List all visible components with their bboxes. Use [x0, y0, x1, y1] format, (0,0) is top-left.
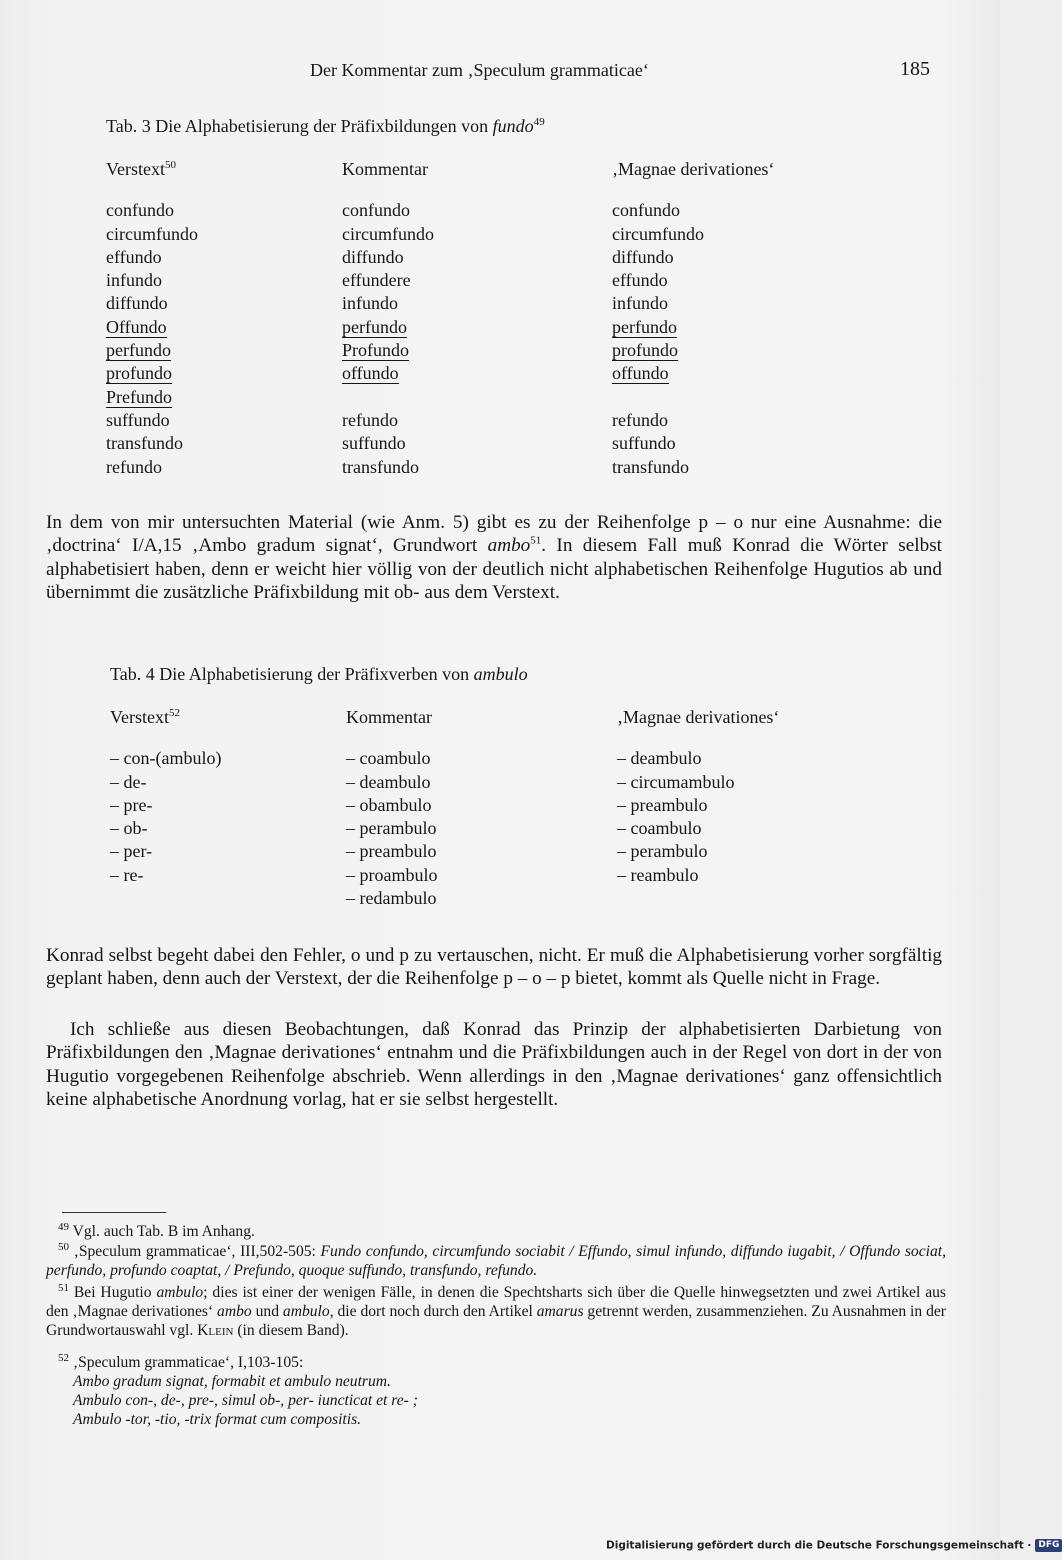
table-cell: – preambulo — [617, 794, 708, 815]
table3-column — [342, 158, 434, 479]
table-cell: perfundo — [612, 316, 677, 337]
table-cell: diffundo — [612, 246, 674, 267]
table-cell: profundo — [612, 340, 678, 361]
table-cell: confundo — [106, 200, 174, 221]
verse-line: Ambo gradum signat, formabit et ambulo neutrum. — [73, 1373, 391, 1390]
table-cell: transfundo — [342, 456, 419, 477]
table-cell: – deambulo — [346, 771, 431, 792]
footnote-51: $^{51}$ Bei Hugutio ambulo; dies ist einer der wenigen Fälle, in denen die Spechtsharts sich über die Quelle hinwegsetzten und zwei Artikel aus den ‚Magnae derivationes‘ ambo und ambulo, die dort noch durch den Artikel amarus getrennt werden, zusammenziehen. Zu Ausnahmen in der Grundwortauswahl vgl. Klein (in diesem Band). — [46, 1281, 947, 1339]
table-cell: – coambulo — [617, 818, 702, 839]
table-cell: – circumambulo — [617, 771, 735, 792]
table-cell: – obambulo — [346, 794, 432, 815]
table4-column — [110, 706, 221, 887]
table-cell: effundo — [612, 270, 668, 291]
table-cell: – deambulo — [617, 748, 702, 769]
table-cell: circumfundo — [342, 223, 434, 244]
table-cell: – de- — [110, 771, 147, 792]
table-cell: perfundo — [106, 340, 171, 361]
table-cell: – proambulo — [346, 864, 438, 885]
table-cell: confundo — [612, 200, 680, 221]
table4-column — [617, 706, 779, 887]
digitization-credit: Digitalisierung gefördert durch die Deutsche Forschungsgemeinschaft · DFG — [606, 1539, 1062, 1552]
table-cell: Prefundo — [106, 386, 172, 407]
table-cell: diffundo — [106, 293, 168, 314]
table-cell: – preambulo — [346, 841, 437, 862]
table-cell: offundo — [612, 363, 669, 384]
table-cell: – re- — [110, 864, 144, 885]
table-cell: effundere — [342, 270, 411, 291]
table-cell: – con-(ambulo) — [110, 748, 222, 769]
table-cell: infundo — [342, 293, 398, 314]
column-header: Verstext$^{50}$ — [106, 159, 176, 179]
table-cell: suffundo — [342, 433, 406, 454]
table3-column — [106, 158, 198, 479]
table-cell: infundo — [612, 293, 668, 314]
table-cell: – per- — [110, 841, 153, 862]
table-cell: – redambulo — [346, 888, 437, 909]
table-cell: refundo — [106, 456, 162, 477]
table-cell: – perambulo — [617, 841, 708, 862]
table4-column — [346, 706, 438, 910]
column-header: Kommentar — [342, 159, 428, 179]
verse-line: Ambulo -tor, -tio, -trix format cum compositis. — [73, 1411, 362, 1428]
table-cell: – pre- — [110, 794, 153, 815]
column-header: Verstext$^{52}$ — [110, 707, 180, 727]
table-cell: diffundo — [342, 246, 404, 267]
table-cell: suffundo — [612, 433, 676, 454]
table-cell: transfundo — [106, 433, 183, 454]
table-cell: effundo — [106, 246, 162, 267]
table4-caption: Tab. 4 Die Alphabetisierung der Präfixverben von ambulo — [110, 664, 528, 684]
table-cell: offundo — [342, 363, 399, 384]
footnote-50: $^{50}$ ‚Speculum grammaticae‘, III,502-505: Fundo confundo, circumfundo sociabit / Effundo, simul infundo, diffundo iugabit, / Offundo sociat, perfundo, profundo coaptat, / Prefundo, quoque suffundo, transfundo, refundo. — [46, 1240, 946, 1279]
verse-line: Ambulo con-, de-, pre-, simul ob-, per- iuncticat et re- ; — [73, 1392, 418, 1409]
footnote-49: $^{49}$ Vgl. auch Tab. B im Anhang. — [58, 1220, 255, 1240]
table3-column — [612, 158, 774, 479]
table-cell: infundo — [106, 270, 162, 291]
table-cell: – coambulo — [346, 748, 431, 769]
table-cell: – reambulo — [617, 864, 699, 885]
paragraph-3: Ich schließe aus diesen Beobachtungen, daß Konrad das Prinzip der alphabetisierten Darbietung von Präfixbildungen den ‚Magnae derivationes‘ entnahm und die Präfixbildungen auch in der Regel von dort in der von Hugutio vorgegebenen Reihenfolge abschrieb. Wenn allerdings in den ‚Magnae derivationes‘ ganz offensichtlich keine alphabetische Anordnung vorlag, hat er sie selbst hergestellt. — [46, 1019, 942, 1110]
table3-caption: Tab. 3 Die Alphabetisierung der Präfixbildungen von fundo$^{49}$ — [106, 116, 545, 136]
table-cell: profundo — [106, 363, 172, 384]
column-header: ‚Magnae derivationes‘ — [617, 707, 780, 727]
table-cell: Profundo — [342, 340, 409, 361]
paragraph-1: In dem von mir untersuchten Material (wie Anm. 5) gibt es zu der Reihenfolge p – o nur eine Ausnahme: die ‚doctrina‘ I/A,15 ‚Ambo gradum signat‘, Grundwort ambo$^{51}$. In diesem Fall muß Konrad die Wörter selbst alphabetisiert haben, denn er weicht hier völlig von der deutlich nicht alphabetischen Reihenfolge Hugutios ab und übernimmt die zusätzliche Präfixbildung mit ob- aus dem Verstext. — [46, 512, 942, 603]
footnote-rule — [62, 1212, 166, 1213]
running-header: Der Kommentar zum ‚Speculum grammaticae‘ — [310, 60, 649, 80]
page-number: 185 — [900, 58, 930, 80]
table-cell: confundo — [342, 200, 410, 221]
table-cell: – ob- — [110, 818, 148, 839]
dfg-logo: DFG — [1035, 1539, 1062, 1552]
footnote-52: $^{52}$ ‚Speculum grammaticae‘, I,103-105: Ambo gradum signat, formabit et ambulo neutrum. Ambulo con-, de-, pre-, simul ob-, per- iuncticat et re- ; Ambulo -tor, -tio, -trix format cum compositis. — [46, 1353, 946, 1429]
table-cell: – perambulo — [346, 818, 437, 839]
table-cell: circumfundo — [612, 223, 704, 244]
table-cell: Offundo — [106, 316, 167, 337]
paragraph-2: Konrad selbst begeht dabei den Fehler, o und p zu vertauschen, nicht. Er muß die Alphabetisierung vorher sorgfältig geplant haben, denn auch der Verstext, der die Reihenfolge p – o – p bietet, kommt als Quelle nicht in Frage. — [46, 945, 942, 990]
table-cell: transfundo — [612, 456, 689, 477]
table-cell: circumfundo — [106, 223, 198, 244]
table-cell: refundo — [342, 409, 398, 430]
table-cell: perfundo — [342, 316, 407, 337]
table-cell: suffundo — [106, 409, 170, 430]
column-header: Kommentar — [346, 707, 432, 727]
column-header: ‚Magnae derivationes‘ — [612, 159, 775, 179]
table-cell: refundo — [612, 409, 668, 430]
